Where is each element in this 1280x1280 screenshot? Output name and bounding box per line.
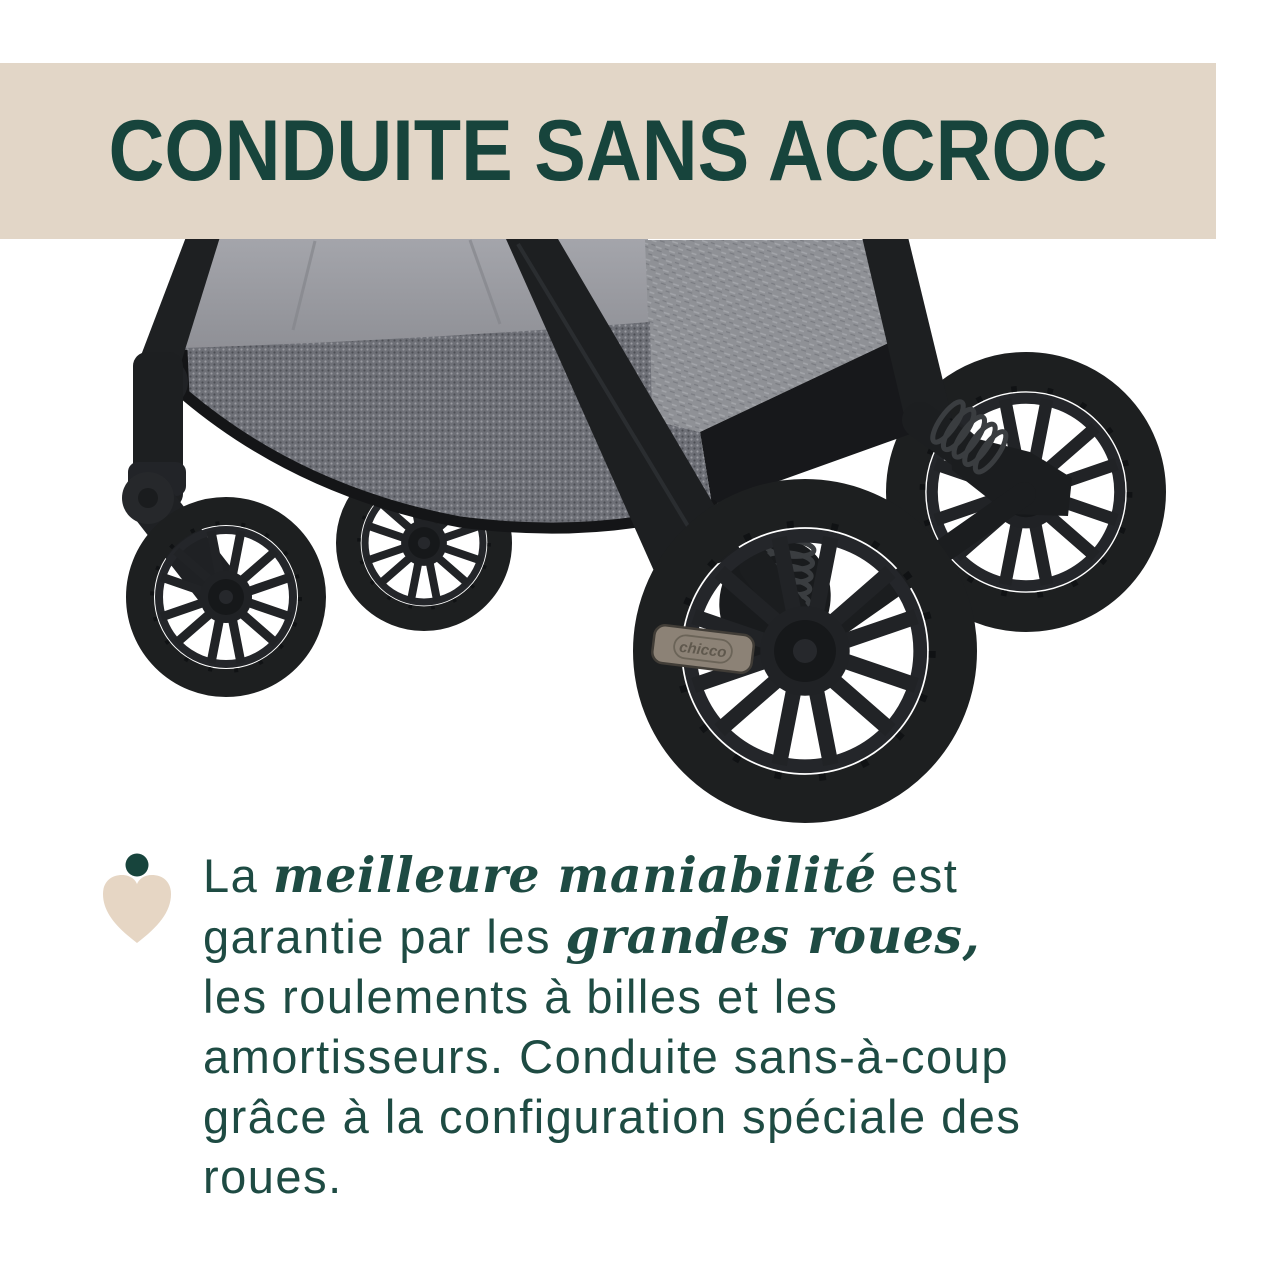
heart-dot <box>126 854 149 877</box>
feature-text-regular: est <box>876 849 959 902</box>
feature-text-line <box>203 967 1193 1027</box>
feature-text-regular: roues. <box>203 1150 343 1203</box>
title-banner <box>0 63 1216 239</box>
feature-text-line <box>203 1087 1193 1147</box>
feature-text-line <box>203 906 1193 967</box>
heart-shape <box>103 875 171 943</box>
feature-text-line <box>203 1027 1193 1087</box>
feature-text-regular: les roulements à billes et les <box>203 970 839 1023</box>
page-title: CONDUITE SANS ACCROC <box>108 103 1108 199</box>
rear-near-wheel <box>638 484 972 818</box>
feature-text-regular: garantie par les <box>203 910 566 963</box>
feature-text-emphasis: meilleure maniabilité <box>272 846 877 904</box>
feature-text-emphasis: grandes roues, <box>565 907 981 965</box>
feature-text-regular: grâce à la configuration spéciale des <box>203 1090 1022 1143</box>
chicco-logo-text: chicco <box>678 638 728 662</box>
feature-text-regular: La <box>203 849 273 902</box>
feature-text-regular: amortisseurs. Conduite sans-à-coup <box>203 1030 1009 1083</box>
front-left-wheel <box>129 500 323 694</box>
feature-text-line <box>203 845 1193 906</box>
heart-icon <box>100 853 174 947</box>
feature-text-line <box>203 1147 1193 1207</box>
feature-text <box>203 845 1193 1207</box>
